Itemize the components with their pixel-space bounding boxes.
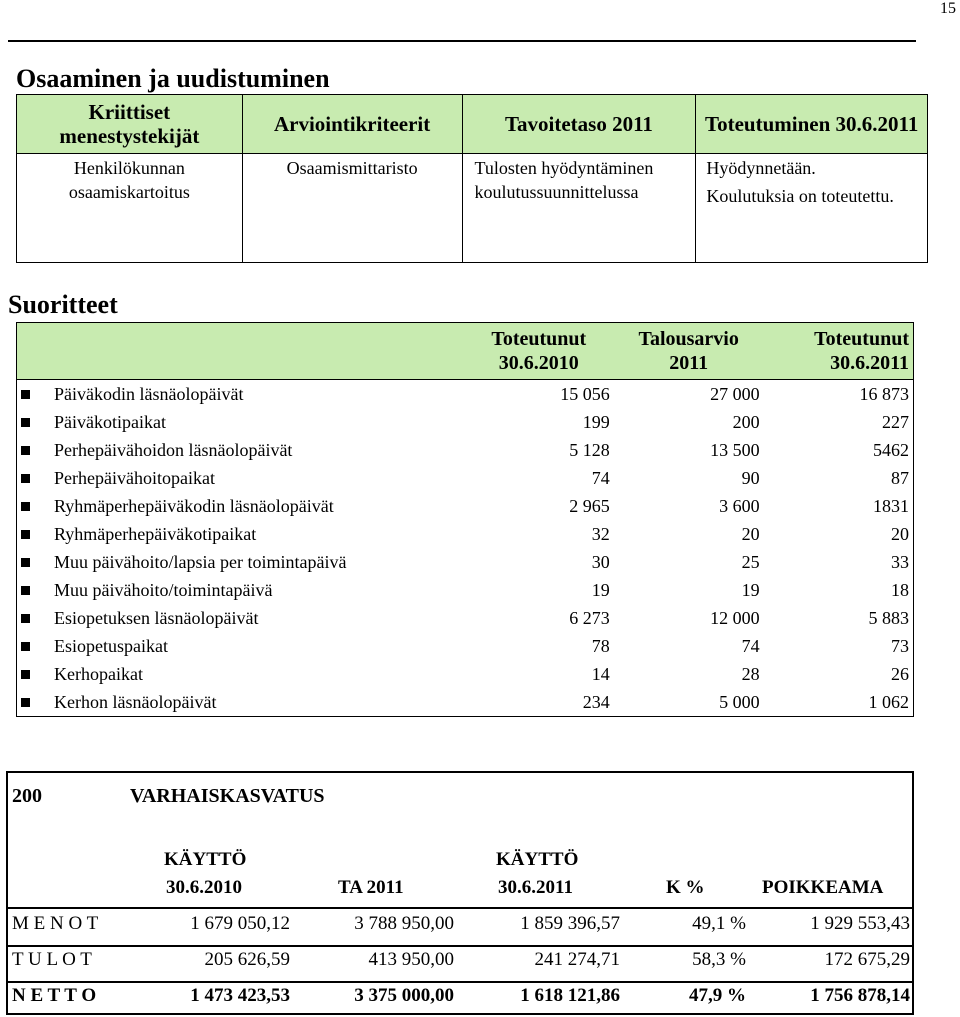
- bullet-icon: [21, 390, 30, 399]
- header-toteutunut-2011: Toteutunut 30.6.2011: [764, 323, 914, 380]
- value-toteutunut-2011: 33: [764, 548, 914, 576]
- account-code: 200: [12, 785, 42, 807]
- cell-arviointikriteeri: Osaamismittaristo: [242, 154, 462, 263]
- summary-value-v2: 413 950,00: [368, 949, 454, 970]
- table-row: [17, 688, 914, 717]
- value-toteutunut-2010: 234: [464, 688, 614, 717]
- summary-value-v3: 241 274,71: [534, 949, 620, 970]
- value-toteutunut-2011: 16 873: [764, 380, 914, 409]
- summary-value-v4: 49,1 %: [692, 913, 746, 934]
- row-name: Muu päivähoito/lapsia per toimintapäivä: [54, 551, 347, 572]
- value-talousarvio-2011: 74: [741, 635, 760, 656]
- varhaiskasvatus-box: [6, 771, 914, 1015]
- summary-label: N E T T O: [12, 985, 97, 1006]
- bullet-icon: [21, 502, 30, 511]
- suoritteet-header-row: [17, 323, 914, 380]
- table-row: [17, 380, 914, 409]
- value-toteutunut-2011: 20: [764, 520, 914, 548]
- header-kriittiset: Kriittiset menestystekijät: [17, 95, 243, 154]
- row-name: Esiopetuksen läsnäolopäivät: [54, 607, 259, 628]
- row-label: [17, 604, 464, 632]
- row-label: [17, 520, 464, 548]
- row-name: Esiopetuspaikat: [54, 635, 168, 656]
- bullet-icon: [21, 614, 30, 623]
- header-toteutunut-2010: Toteutunut 30.6.2010: [464, 323, 614, 380]
- value-talousarvio-2011: 13 500: [710, 439, 760, 460]
- toteutuminen-line-2: Koulutuksia on toteutettu.: [706, 186, 894, 206]
- row-label: [17, 464, 464, 492]
- value-talousarvio-2011: 19: [741, 579, 760, 600]
- header-toteutuminen: Toteutuminen 30.6.2011: [696, 95, 928, 154]
- value-toteutunut-2011: 73: [764, 632, 914, 660]
- row-name: Perhepäivähoitopaikat: [54, 467, 215, 488]
- value-toteutunut-2010: 199: [582, 411, 610, 432]
- row-name: Muu päivähoito/toimintapäivä: [54, 579, 273, 600]
- row-label: [17, 408, 464, 436]
- divider: [8, 907, 912, 909]
- summary-value-v4: 58,3 %: [692, 949, 746, 970]
- summary-row: [8, 949, 912, 977]
- bullet-icon: [21, 474, 30, 483]
- account-title: VARHAISKASVATUS: [130, 785, 325, 807]
- summary-value-v4: 47,9 %: [689, 985, 746, 1006]
- value-talousarvio-2011: 5 000: [614, 688, 764, 717]
- table-row: [17, 548, 914, 576]
- osaaminen-header-row: [17, 95, 928, 154]
- row-name: Päiväkodin läsnäolopäivät: [54, 383, 244, 404]
- table-row: [17, 604, 914, 632]
- value-toteutunut-2010: 30: [591, 551, 610, 572]
- row-name: Kerhon läsnäolopäivät: [54, 691, 217, 712]
- cell-tavoitetaso: Tulosten hyödyntäminen koulutussuunnittelussa: [462, 154, 696, 263]
- row-label: [17, 576, 464, 604]
- value-toteutunut-2010: 19: [591, 579, 610, 600]
- summary-value-v2: 3 788 950,00: [354, 913, 454, 934]
- value-toteutunut-2010: 32: [591, 523, 610, 544]
- bullet-icon: [21, 530, 30, 539]
- value-toteutunut-2010: 6 273: [569, 607, 610, 628]
- table-row: [17, 576, 914, 604]
- value-toteutunut-2011: 227: [764, 408, 914, 436]
- osaaminen-table: [16, 94, 928, 263]
- cell-toteutuminen: [696, 154, 928, 263]
- row-name: Perhepäivähoidon läsnäolopäivät: [54, 439, 293, 460]
- value-toteutunut-2010: 2 965: [569, 495, 610, 516]
- row-label: [17, 436, 464, 464]
- value-talousarvio-2011: 25: [741, 551, 760, 572]
- toteutuminen-line-1: Hyödynnetään.: [706, 158, 816, 178]
- value-talousarvio-2011: 90: [741, 467, 760, 488]
- row-label: [17, 660, 464, 688]
- summary-value-v3: 1 859 396,57: [520, 913, 620, 934]
- summary-value-v5: 1 756 878,14: [810, 985, 910, 1006]
- table-row: [17, 464, 914, 492]
- section-title-osaaminen: Osaaminen ja uudistuminen: [16, 64, 330, 93]
- value-talousarvio-2011: 3 600: [719, 495, 760, 516]
- table-row: [17, 408, 914, 436]
- row-name: Ryhmäperhepäiväkotipaikat: [54, 523, 257, 544]
- header-talousarvio-2011: Talousarvio 2011: [614, 323, 764, 380]
- value-talousarvio-2011: 12 000: [710, 607, 760, 628]
- header-arviointikriteerit: Arviointikriteerit: [242, 95, 462, 154]
- summary-value-v1: 1 473 423,53: [190, 985, 290, 1006]
- divider: [8, 945, 912, 947]
- value-talousarvio-2011: 20: [741, 523, 760, 544]
- value-toteutunut-2010: 74: [591, 467, 610, 488]
- header-kaytto-2010-line2: 30.6.2010: [166, 877, 242, 898]
- table-row: [17, 492, 914, 520]
- header-kaytto-2011-line2: 30.6.2011: [498, 877, 573, 898]
- value-talousarvio-2011: 28: [741, 663, 760, 684]
- value-toteutunut-2011: 26: [764, 660, 914, 688]
- bullet-icon: [21, 642, 30, 651]
- table-row: [17, 154, 928, 263]
- value-toteutunut-2010: 78: [591, 635, 610, 656]
- header-kaytto-2011-line1: KÄYTTÖ: [496, 849, 579, 870]
- row-label: [17, 688, 464, 717]
- table-row: [17, 632, 914, 660]
- row-label: [17, 492, 464, 520]
- bullet-icon: [21, 446, 30, 455]
- value-toteutunut-2011: 5 883: [764, 604, 914, 632]
- summary-label: M E N O T: [12, 913, 99, 934]
- page-number: 15: [940, 0, 956, 17]
- value-toteutunut-2011: 5462: [764, 436, 914, 464]
- table-row: [17, 436, 914, 464]
- section-title-suoritteet: Suoritteet: [8, 290, 118, 319]
- summary-value-v2: 3 375 000,00: [354, 985, 454, 1006]
- header-blank: [17, 323, 464, 380]
- table-row: [17, 520, 914, 548]
- divider: [8, 981, 912, 983]
- value-toteutunut-2011: 18: [764, 576, 914, 604]
- summary-row: [8, 985, 912, 1013]
- summary-value-v1: 205 626,59: [204, 949, 290, 970]
- cell-menestystekija: Henkilökunnan osaamiskartoitus: [17, 154, 243, 263]
- bullet-icon: [21, 670, 30, 679]
- table-row: [17, 660, 914, 688]
- row-label: [17, 380, 464, 409]
- header-k-percent: K %: [666, 877, 705, 898]
- summary-value-v3: 1 618 121,86: [520, 985, 620, 1006]
- value-toteutunut-2010: 14: [591, 663, 610, 684]
- row-name: Kerhopaikat: [54, 663, 143, 684]
- bullet-icon: [21, 586, 30, 595]
- suoritteet-table: [16, 322, 914, 717]
- bullet-icon: [21, 558, 30, 567]
- header-kaytto-2010-line1: KÄYTTÖ: [164, 849, 247, 870]
- bullet-icon: [21, 418, 30, 427]
- row-name: Ryhmäperhepäiväkodin läsnäolopäivät: [54, 495, 334, 516]
- row-label: [17, 632, 464, 660]
- summary-value-v1: 1 679 050,12: [190, 913, 290, 934]
- summary-value-v5: 172 675,29: [824, 949, 910, 970]
- bullet-icon: [21, 698, 30, 707]
- row-label: [17, 548, 464, 576]
- value-toteutunut-2011: 1831: [764, 492, 914, 520]
- value-toteutunut-2011: 87: [764, 464, 914, 492]
- summary-row: [8, 913, 912, 941]
- header-ta-2011: TA 2011: [338, 877, 404, 898]
- header-rule: [8, 40, 916, 42]
- summary-value-v5: 1 929 553,43: [810, 913, 910, 934]
- header-poikkeama: POIKKEAMA: [762, 877, 884, 898]
- value-toteutunut-2010: 5 128: [569, 439, 610, 460]
- header-tavoitetaso: Tavoitetaso 2011: [462, 95, 696, 154]
- summary-label: T U L O T: [12, 949, 92, 970]
- value-talousarvio-2011: 200: [732, 411, 760, 432]
- value-talousarvio-2011: 27 000: [710, 383, 760, 404]
- value-toteutunut-2010: 15 056: [560, 383, 610, 404]
- value-toteutunut-2011: 1 062: [764, 688, 914, 717]
- row-name: Päiväkotipaikat: [54, 411, 166, 432]
